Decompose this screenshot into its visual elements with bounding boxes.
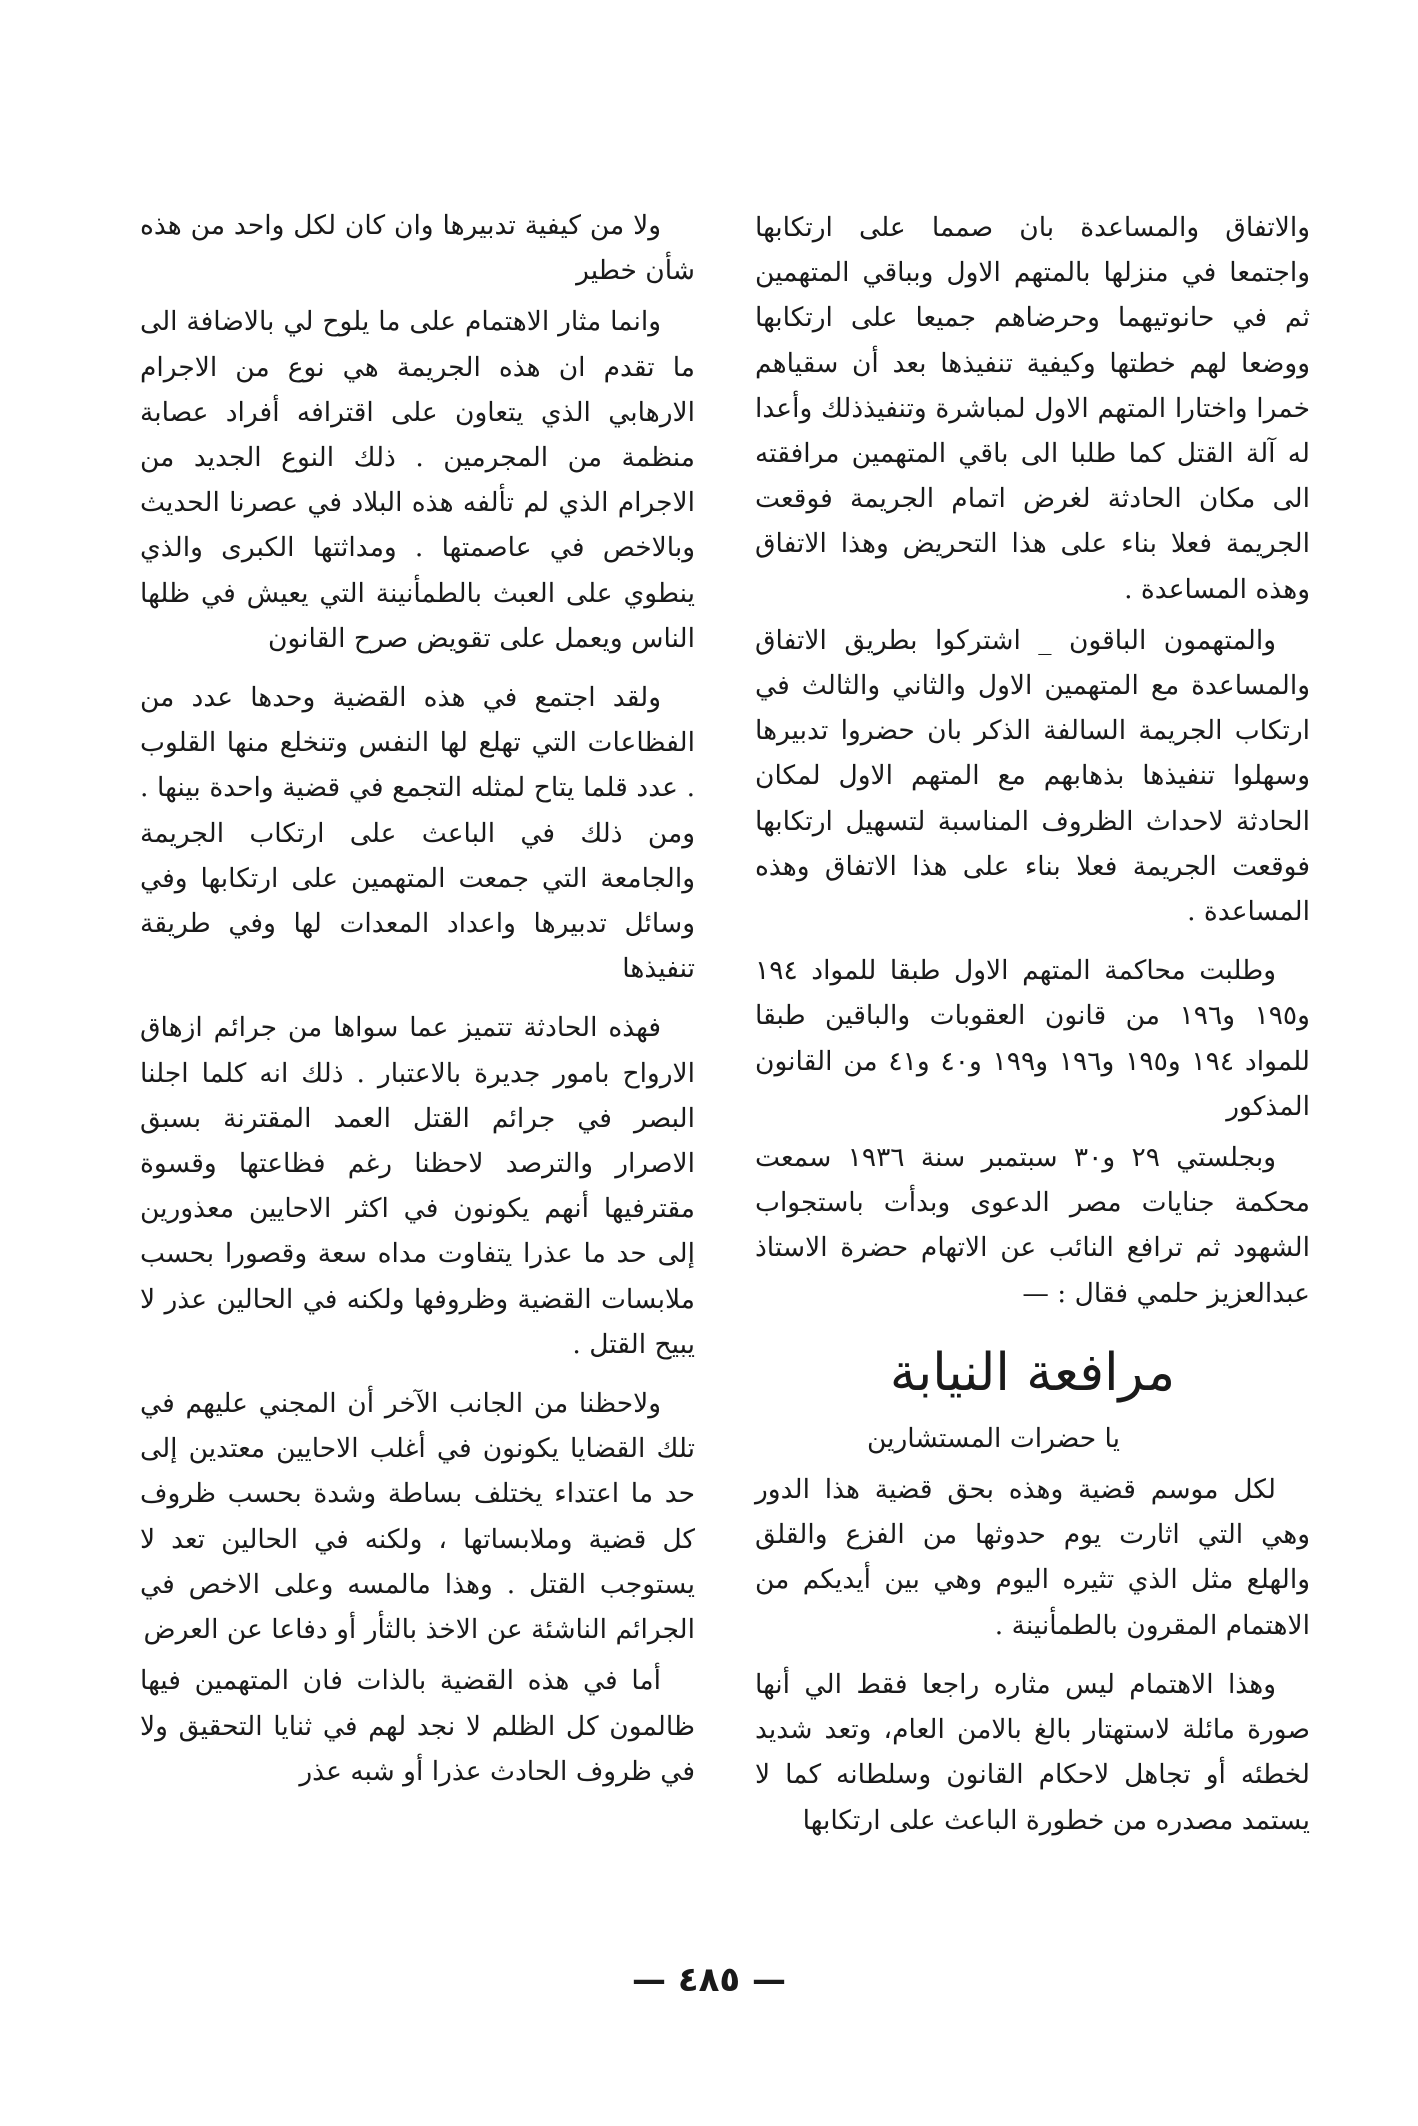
paragraph: وانما مثار الاهتمام على ما يلوح لي بالاضافة الى ما تقدم ان هذه الجريمة هي نوع من الاجرام الارهابي الذي يتعاون على اقترافه أفراد عصابة منظمة من المجرمين . ذلك النوع الجديد من الاجرام الذي لم تألفه هذه البلاد في عصرنا الحديث وبالاخص في عاصمتها . ومداثتها الكبرى والذي ينطوي على العبث بالطمأنينة التي يعيش في ظلها الناس ويعمل على تقويض صرح القانون xyxy=(140,306,695,654)
section-heading: مرافعة النيابة xyxy=(889,1342,1176,1403)
page-number: — ٤٨٥ — xyxy=(632,1960,786,2000)
right-column xyxy=(755,205,1310,1843)
paragraph: ولاحظنا من الجانب الآخر أن المجني عليهم في تلك القضايا يكونون في أغلب الاحايين معتدين إلى حد ما اعتداء يختلف بساطة وشدة بحسب ظروف كل قضية وملابساتها ، ولكنه في الحالين تعد لا يستوجب القتل . وهذا مالمسه وعلى الاخص في الجرائم الناشئة عن الاخذ بالثأر أو دفاعا عن العرض xyxy=(140,1388,695,1646)
paragraph: والاتفاق والمساعدة بان صمما على ارتكابها واجتمعا في منزلها بالمتهم الاول وبباقي المتهمين ثم في حانوتيهما وحرضاهم جميعا على ارتكابها ووضعا لهم خطتها وكيفية تنفيذها بعد أن سقياهم خمرا واختارا المتهم الاول لمباشرة وتنفيذذلك وأعدا له آلة القتل كما طلبا الى باقي المتهمين مرافقته الى مكان الحادثة لغرض اتمام الجريمة فوقعت الجريمة فعلا بناء على هذا التحريض وهذا الاتفاق وهذه المساعدة . xyxy=(755,212,1310,605)
paragraph: وطلبت محاكمة المتهم الاول طبقا للمواد ١٩٤ و١٩٥ و١٩٦ من قانون العقوبات والباقين طبقا للمواد ١٩٤ و١٩٥ و١٩٦ و١٩٩ و٤٠ و٤١ من القانون المذكور xyxy=(755,955,1310,1122)
left-column xyxy=(140,203,695,1794)
paragraph: وهذا الاهتمام ليس مثاره راجعا فقط الي أنها صورة مائلة لاستهتار بالغ بالامن العام، وتعد شديد لخطئه أو تجاهل لاحكام القانون وسلطانه كما لا يستمد مصدره من خطورة الباعث على ارتكابها xyxy=(755,1668,1310,1836)
paragraph: وبجلستي ٢٩ و٣٠ سبتمبر سنة ١٩٣٦ سمعت محكمة جنايات مصر الدعوى وبدأت باستجواب الشهود ثم ترافع النائب عن الاتهام حضرة الاستاذ عبدالعزيز حلمي فقال : — xyxy=(755,1142,1310,1309)
paragraph: لكل موسم قضية وهذه بحق قضية هذا الدور وهي التي اثارت يوم حدوثها من الفزع والقلق والهلع مثل الذي تثيره اليوم وهي بين أيديكم من الاهتمام المقرون بالطمأنينة . xyxy=(755,1474,1310,1641)
paragraph: ولا من كيفية تدبيرها وان كان لكل واحد من هذه شأن خطير xyxy=(140,210,695,287)
paragraph: فهذه الحادثة تتميز عما سواها من جرائم ازهاق الارواح بامور جديرة بالاعتبار . ذلك انه كلما اجلنا البصر في جرائم القتل العمد المقترنة بسبق الاصرار والترصد لاحظنا رغم فظاعتها وقسوة مقترفيها أنهم يكونون في اكثر الاحايين معذورين إلى حد ما عذرا يتفاوت مداه سعة وقصورا بحسب ملابسات القضية وظروفها ولكنه في الحالين عذر لا يبيح القتل . xyxy=(140,1012,695,1360)
paragraph: ولقد اجتمع في هذه القضية وحدها عدد من الفظاعات التي تهلع لها النفس وتنخلع منها القلوب . عدد قلما يتاح لمثله التجمع في قضية واحدة بينها . ومن ذلك في الباعث على ارتكاب الجريمة والجامعة التي جمعت المتهمين على ارتكابها وفي وسائل تدبيرها واعداد المعدات لها وفي طريقة تنفيذها xyxy=(140,682,695,985)
salutation: يا حضرات المستشارين xyxy=(866,1422,1120,1454)
paragraph: والمتهمون الباقون _ اشتركوا بطريق الاتفاق والمساعدة مع المتهمين الاول والثاني والثالث في ارتكاب الجريمة السالفة الذكر بان حضروا تدبيرها وسهلوا تنفيذها بذهابهم مع المتهم الاول لمكان الحادثة لاحداث الظروف المناسبة لتسهيل ارتكابها فوقعت الجريمة فعلا بناء على هذا الاتفاق وهذه المساعدة . xyxy=(755,624,1310,928)
paragraph: أما في هذه القضية بالذات فان المتهمين فيها ظالمون كل الظلم لا نجد لهم في ثنايا التحقيق ولا في ظروف الحادث عذرا أو شبه عذر xyxy=(140,1665,695,1787)
